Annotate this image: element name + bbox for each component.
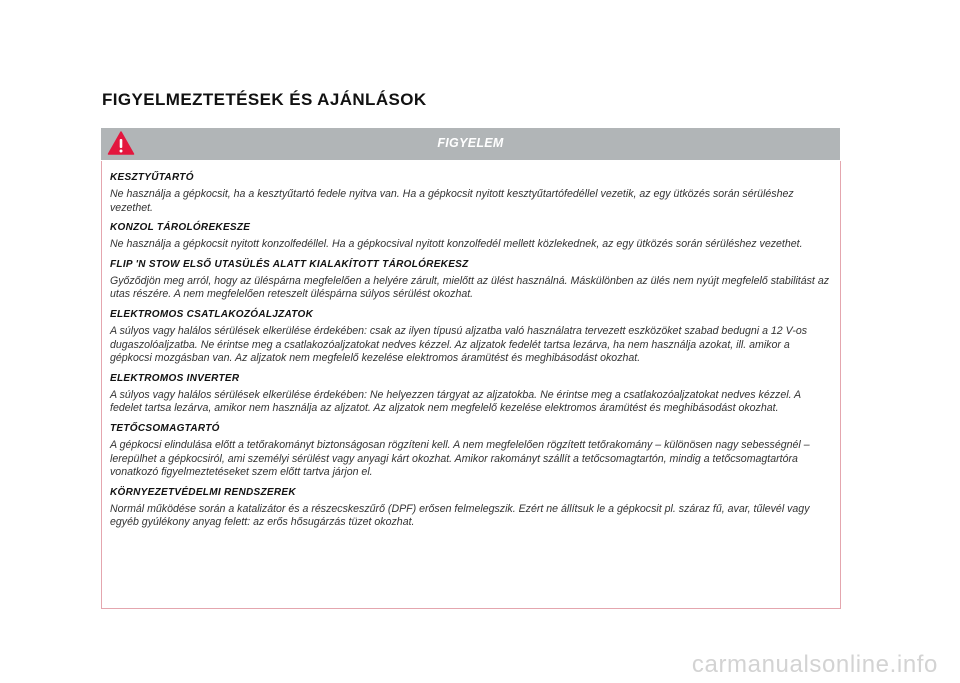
section-power-outlets xyxy=(110,308,832,366)
section-title: ELEKTROMOS INVERTER xyxy=(110,372,240,384)
section-title: FLIP 'N STOW ELSŐ UTASÜLÉS ALATT KIALAKÍTOTT TÁROLÓREKESZ xyxy=(110,258,469,270)
section-glovebox xyxy=(110,171,832,215)
section-body: Győződjön meg arról, hogy az üléspárna megfelelően a helyére zárult, mielőtt az ülést használná. Máskülönben az ülés nem nyújt megfelelő stabilitást az utas részére. A nem megfelelően reteszelt üléspárna súlyos sérülést okozhat. xyxy=(110,274,830,301)
warning-header xyxy=(101,128,840,160)
page-title: FIGYELMEZTETÉSEK ÉS AJÁNLÁSOK xyxy=(102,90,427,109)
section-title: ELEKTROMOS CSATLAKOZÓALJZATOK xyxy=(110,308,314,320)
watermark: carmanualsonline.info xyxy=(691,651,938,678)
section-title: KÖRNYEZETVÉDELMI RENDSZEREK xyxy=(110,486,296,498)
section-power-inverter xyxy=(110,372,832,416)
section-body: Normál működése során a katalizátor és a részecskeszűrő (DPF) erősen felmelegszik. Ezért ne állítsuk le a gépkocsit pl. száraz fű, avar, tűlevél vagy egyéb gyúlékony anyag felett: az erős hősugárzás tüzet okozhat. xyxy=(110,502,810,529)
section-roof-rack xyxy=(110,422,832,480)
warning-label: FIGYELEM xyxy=(437,136,504,150)
section-body: A súlyos vagy halálos sérülések elkerülése érdekében: csak az ilyen típusú aljzatba való használatra tervezett eszközöket szabad bedugni a 12 V-os dugaszolóaljzatba. Ne érintse meg a csatlakozóaljzatokat nedves kézzel. Az aljzatok fedelét tartsa lezárva, ha nem használja azokat, ill. amikor a gépkocsi mozgásban van. Az aljzatok nem megfelelő kezelése elektromos áramütést és meghibásodást okozhat. xyxy=(110,324,808,365)
section-title: KESZTYŰTARTÓ xyxy=(110,172,194,183)
section-body: Ne használja a gépkocsit, ha a kesztyűtartó fedele nyitva van. Ha a gépkocsit nyitott kesztyűtartófedéllel vezetik, az egy ütközés során sérüléshez vezethet. xyxy=(110,188,794,214)
section-body: Ne használja a gépkocsit nyitott konzolfedéllel. Ha a gépkocsival nyitott konzolfedél mellett közlekednek, az egy ütközés során sérüléshez vezethet. xyxy=(110,238,803,251)
section-body: A súlyos vagy halálos sérülések elkerülése érdekében: Ne helyezzen tárgyat az aljzatokba. Ne érintse meg a csatlakozóaljzatokat nedves kézzel. A fedelet tartsa lezárva, amikor nem használja az aljzatot. Az aljzatok nem megfelelő kezelése elektromos áramütést és meghibásodást okozhat. xyxy=(110,388,801,415)
section-body: A gépkocsi elindulása előtt a tetőrakományt biztonságosan rögzíteni kell. A nem megfelelően rögzített tetőrakomány – különösen nagy sebességnél – lerepülhet a gépkocsiról, ami személyi sérülést vagy anyagi kárt okozhat. Amikor rakományt szállít a tetőcsomagtartón, mindig a tetőcsomagtartóra vonatkozó figyelmeztetéseket szem előtt tartva járjon el. xyxy=(110,438,810,479)
section-environmental-systems xyxy=(110,486,832,530)
section-console-storage xyxy=(110,221,832,252)
section-title: KONZOL TÁROLÓREKESZE xyxy=(110,222,251,234)
section-flip-n-stow xyxy=(110,258,832,302)
section-title: TETŐCSOMAGTARTÓ xyxy=(110,422,220,434)
warning-content xyxy=(101,161,841,609)
